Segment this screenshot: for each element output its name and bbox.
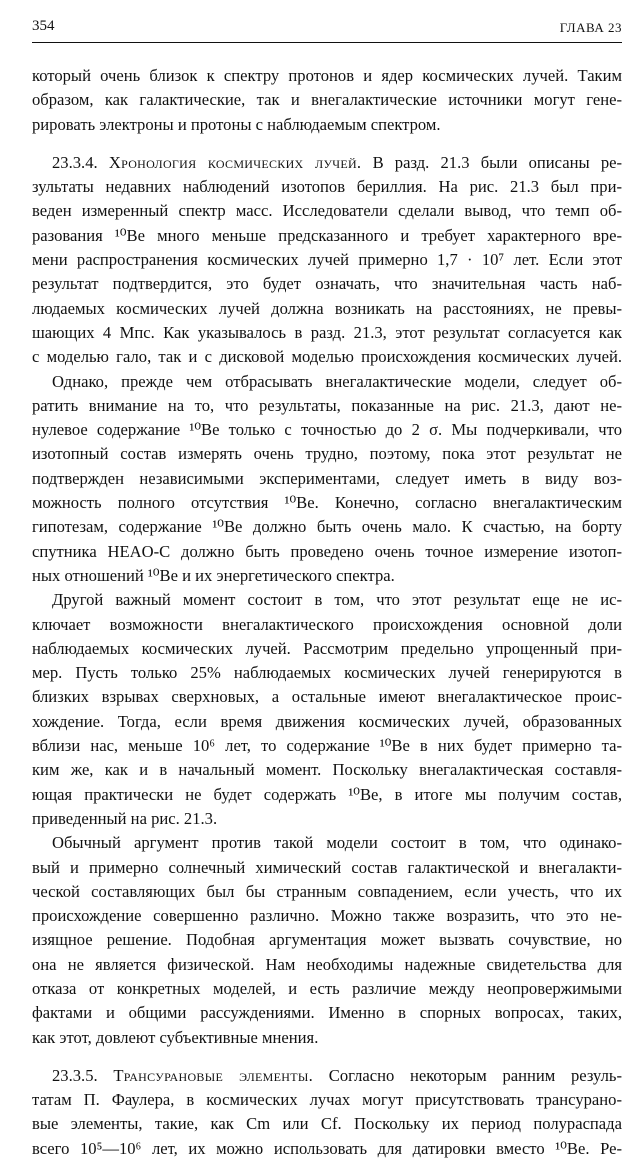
text-line: вые элементы, такие, как Cm или Cf. Поскольку их период полураспада: [32, 1114, 622, 1134]
text-line: спутника HEAO-C должно быть проведено очень точное измерение изотоп-: [32, 541, 622, 561]
text-body: [32, 64, 622, 1161]
text-line: разования ¹⁰Be много меньше предсказанного и требует характерного вре-: [32, 225, 622, 245]
text-line: фактами и общими рассуждениями. Именно в спорных вопросах, таких,: [32, 1003, 622, 1023]
text-line: можность полного отсутствия ¹⁰Be. Конечно, согласно внегалактическим: [32, 493, 622, 513]
text-line: подтвержден независимыми экспериментами, следует иметь в виду воз-: [32, 468, 622, 488]
text-line: происхождение совершенно различно. Можно также возразить, что это не-: [32, 906, 622, 926]
text-line: мер. Пусть только 25% наблюдаемых космических лучей генерируются в: [32, 663, 622, 683]
text-line: близких взрывах сверхновых, а остальные имеют внегалактическое проис-: [32, 687, 622, 707]
text-line: Обычный аргумент против такой модели состоит в том, что одинако-: [52, 833, 622, 853]
page-number: 354: [32, 18, 55, 34]
text-line: ных отношений ¹⁰Be и их энергетического спектра.: [32, 565, 395, 585]
section-heading-line: 23.3.4. Хронология космических лучей. В разд. 21.3 были описаны ре-: [52, 152, 622, 172]
chapter-title: ГЛАВА 23: [559, 20, 622, 35]
text-line: гипотезам, содержание ¹⁰Be должно быть очень мало. К счастью, на борту: [32, 517, 622, 537]
text-line: вблизи нас, меньше 10⁶ лет, то содержание ¹⁰Be в них будет примерно та-: [32, 736, 622, 756]
text-line: образом, как галактические, так и внегалактические источники могут гене-: [32, 90, 622, 110]
text-line: как этот, довлеют субъективные мнения.: [32, 1027, 319, 1047]
text-line: всего 10⁵—10⁶ лет, их можно использовать для датировки вместо ¹⁰Be. Ре-: [32, 1138, 622, 1158]
text-line: людаемых космических лучей должна возникать на расстояниях, не превы-: [32, 298, 622, 318]
text-line: рировать электроны и протоны с наблюдаемым спектром.: [32, 114, 441, 134]
running-header: [32, 18, 622, 43]
text-line: изящное решение. Подобная аргументация может вызвать сочувствие, но: [32, 930, 622, 950]
text-line: веден измеренный спектр масс. Исследователи сделали вывод, что темп об-: [32, 201, 622, 221]
text-line: ключает возможности внегалактического происхождения основной доли: [32, 614, 622, 634]
text-line: отказа от конкретных моделей, и есть различие между неопровержимыми: [32, 978, 622, 998]
text-line: она не является физической. Нам необходимы надежные свидетельства для: [32, 954, 622, 974]
text-line: приведенный на рис. 21.3.: [32, 808, 218, 828]
text-line: Однако, прежде чем отбрасывать внегалактические модели, следует об-: [52, 371, 622, 391]
text-line: который очень близок к спектру протонов и ядер космических лучей. Таким: [32, 66, 622, 85]
text-line: ющая практически не будет содержать ¹⁰Be, в итоге мы получим состав,: [32, 784, 622, 804]
text-line: татам П. Фаулера, в космических лучах могут присутствовать трансурано-: [32, 1090, 622, 1110]
text-line: Другой важный момент состоит в том, что этот результат еще не ис-: [52, 590, 622, 610]
text-line: ким же, как и в начальный момент. Поскольку внегалактическая составля-: [32, 760, 622, 780]
text-line: изотопный состав измерять очень трудно, поэтому, пока этот результат не: [32, 444, 622, 464]
text-line: ческой составляющих был бы странным совпадением, если учесть, что их: [32, 881, 622, 901]
text-line: наблюдаемых космических лучей. Рассмотрим предельно упрощенный при-: [32, 638, 622, 658]
text-line: хождение. Тогда, если время движения космических лучей, образованных: [32, 711, 622, 731]
text-line: результат подтвердится, это будет означать, что значительная часть наб-: [32, 274, 622, 294]
text-line: шающих 4 Мпс. Как указывалось в разд. 21.3, этот результат согласуется как: [32, 322, 622, 342]
text-line: вый и примерно солнечный химический состав галактической и внегалакти-: [32, 857, 622, 877]
section-heading-line: 23.3.5. Трансурановые элементы. Согласно некоторым ранним резуль-: [52, 1065, 622, 1085]
text-line: с моделью гало, так и с дисковой моделью происхождения космических лучей.: [32, 347, 622, 367]
text-line: мени распространения космических лучей примерно 1,7 · 10⁷ лет. Если этот: [32, 250, 622, 270]
text-line: нулевое содержание ¹⁰Be только с точностью до 2 σ. Мы подчеркивали, что: [32, 420, 622, 440]
text-line: зультаты недавних наблюдений изотопов бериллия. На рис. 21.3 был при-: [32, 177, 622, 197]
text-line: ратить внимание на то, что результаты, показанные на рис. 21.3, дают не-: [32, 395, 622, 415]
